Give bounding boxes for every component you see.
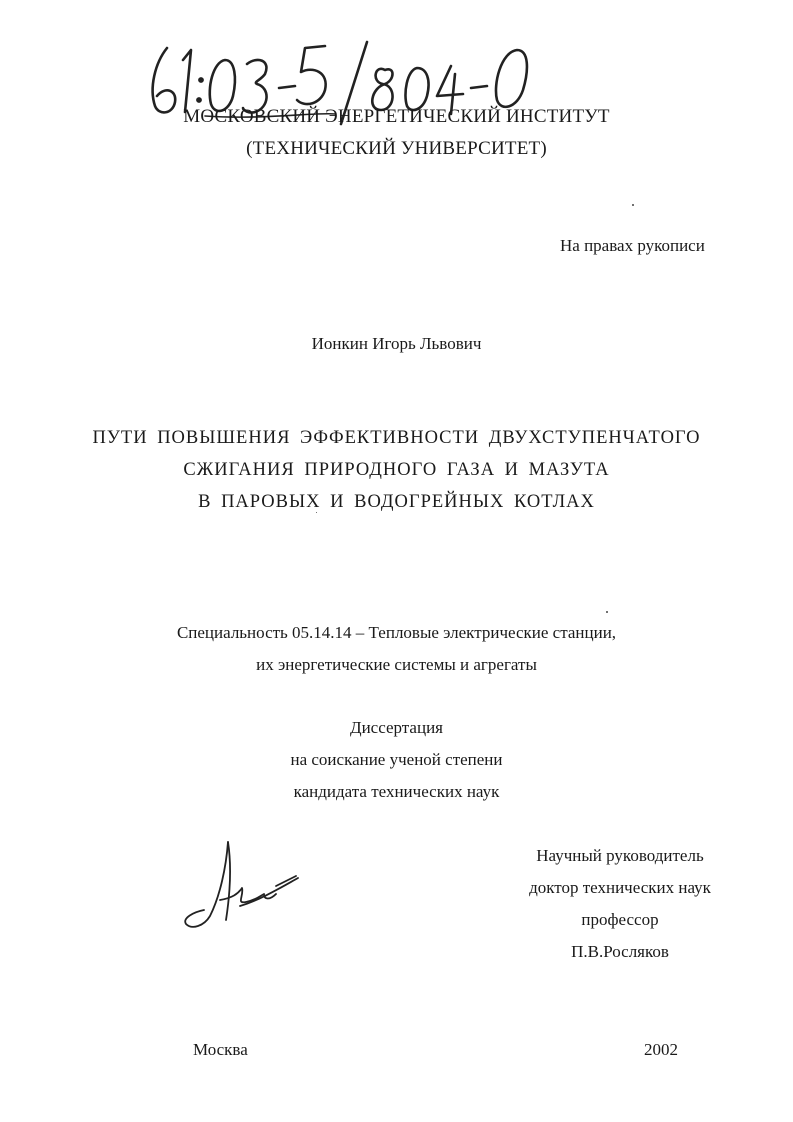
- handwritten-signature: [180, 838, 310, 938]
- dissertation-title-line-1: ПУТИ ПОВЫШЕНИЯ ЭФФЕКТИВНОСТИ ДВУХСТУПЕНЧАТОГО: [92, 428, 701, 448]
- advisor-degree: доктор технических наук: [529, 878, 711, 897]
- dissertation-title-line-2: СЖИГАНИЯ ПРИРОДНОГО ГАЗА И МАЗУТА: [183, 460, 610, 480]
- institute-name: МОСКОВСКИЙ ЭНЕРГЕТИЧЕСКИЙ ИНСТИТУТ: [183, 106, 610, 127]
- author-name: Ионкин Игорь Львович: [311, 334, 482, 353]
- specialty-line-2: их энергетические системы и агрегаты: [256, 655, 537, 674]
- dissertation-title-line-3: В ПАРОВЫХ И ВОДОГРЕЙНЫХ КОТЛАХ: [198, 492, 595, 512]
- advisor-name: П.В.Росляков: [571, 942, 669, 961]
- dissertation-label: Диссертация: [349, 718, 443, 737]
- scan-speck: [606, 611, 608, 613]
- scan-speck: [632, 204, 634, 206]
- svg-text:61: 03-5/804-0: 61: 03-5/804-0: [145, 38, 151, 39]
- specialty-line-1: Специальность 05.14.14 – Тепловые электрические станции,: [176, 623, 617, 642]
- institute-subtitle: (ТЕХНИЧЕСКИЙ УНИВЕРСИТЕТ): [246, 138, 547, 159]
- degree-purpose: на соискание ученой степени: [290, 750, 503, 769]
- advisor-rank: профессор: [581, 910, 659, 929]
- manuscript-rights-note: На правах рукописи: [560, 236, 705, 255]
- advisor-role: Научный руководитель: [536, 846, 704, 865]
- city: Москва: [193, 1040, 248, 1059]
- scan-speck: [316, 512, 317, 513]
- degree-name: кандидата технических наук: [293, 782, 500, 801]
- year: 2002: [644, 1040, 678, 1059]
